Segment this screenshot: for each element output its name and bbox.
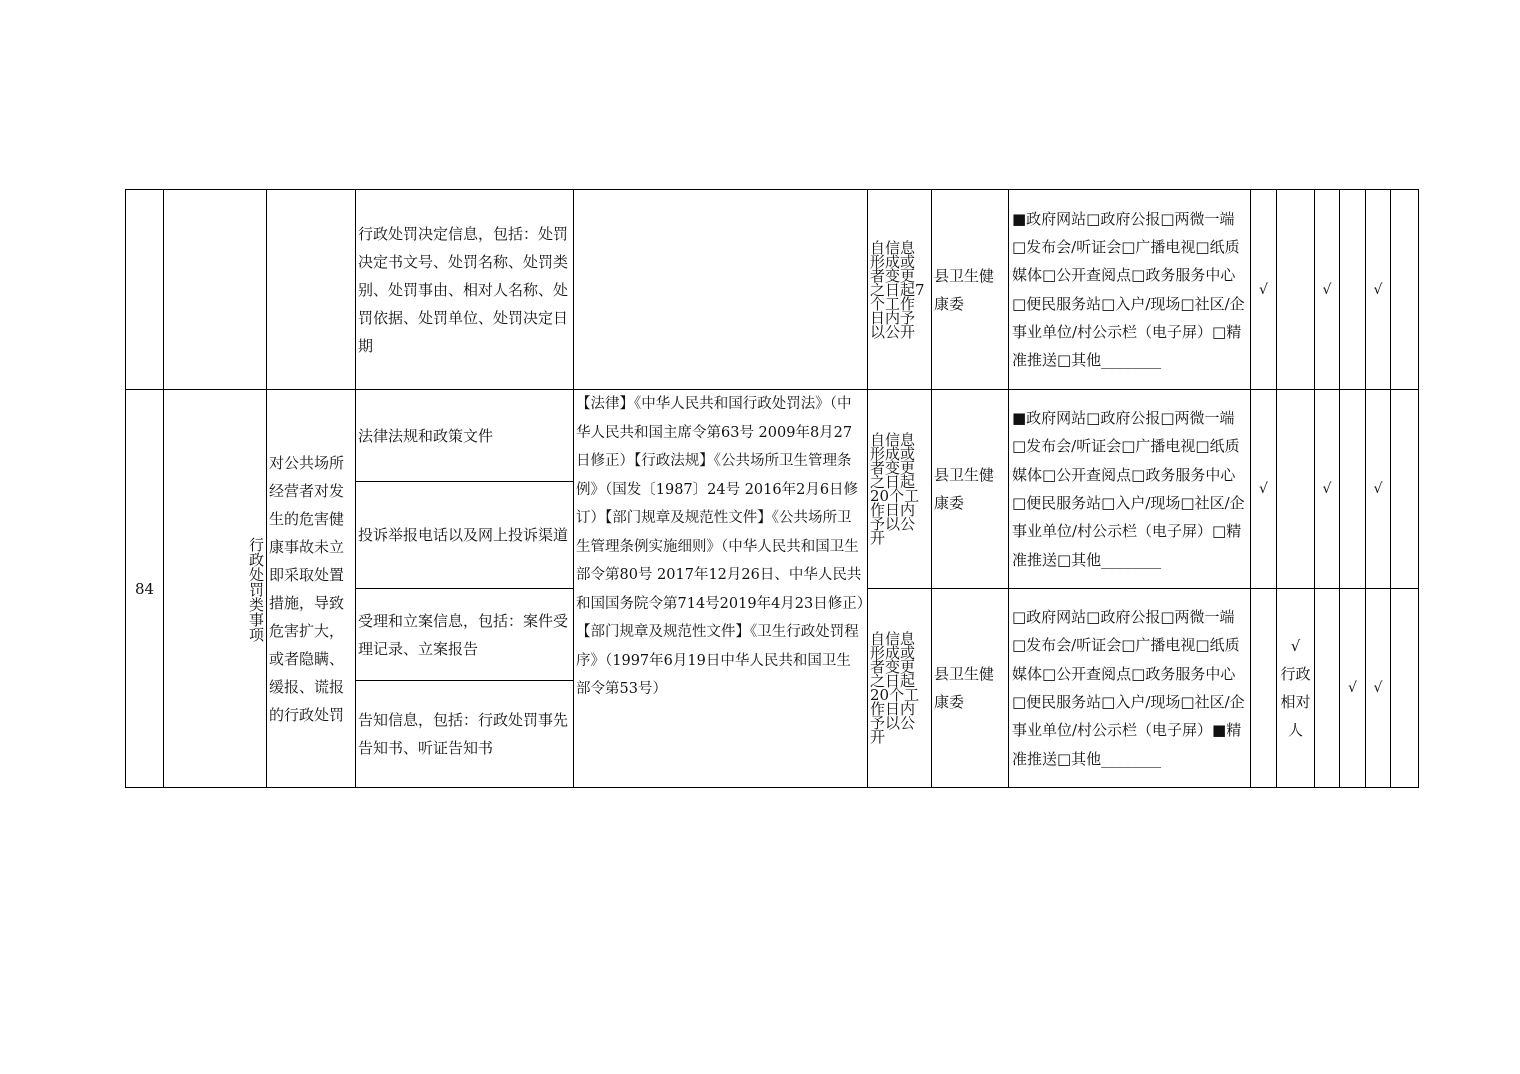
mark-request — [1340, 390, 1366, 589]
mark-request — [1340, 190, 1366, 390]
mark-active — [1315, 589, 1340, 788]
mark-all-public: √ — [1251, 190, 1277, 390]
basis-cell — [574, 190, 868, 390]
mark-specific-check: √ — [1290, 637, 1301, 655]
mark-township — [1391, 190, 1419, 390]
mark-specific — [1277, 390, 1315, 589]
content-cell: 法律法规和政策文件 — [356, 390, 574, 482]
table-row — [126, 390, 1419, 482]
mark-township — [1391, 390, 1419, 589]
time-limit-cell: 自信息形成或者变更之日起7个工作日内予以公开 — [868, 190, 932, 390]
time-limit-cell: 自信息形成或者变更之日起20个工作日内予以公开 — [868, 390, 932, 589]
mark-township — [1391, 589, 1419, 788]
subject-cell: 县卫生健康委 — [932, 190, 1009, 390]
mark-all-public: √ — [1251, 390, 1277, 589]
seq-cell — [126, 190, 164, 390]
mark-county: √ — [1366, 589, 1391, 788]
subject-cell: 县卫生健康委 — [932, 589, 1009, 788]
seq-cell: 84 — [126, 390, 164, 788]
mark-specific-label: 行政相对人 — [1280, 665, 1311, 739]
item-cell — [267, 190, 356, 390]
basis-cell: 【法律】《中华人民共和国行政处罚法》（中华人民共和国主席令第63号 2009年8月27日修正）【行政法规】《公共场所卫生管理条例》（国发〔1987〕24号 2016年2月6日修订）【部门规章及规范性文件】《公共场所卫生管理条例实施细则》（中华人民共和国卫生部令第80号 2017年12月26日、中华人民共和国国务院令第714号2019年4月23日修正）【部门规章及规范性文件】《卫生行政处罚程序》（1997年6月19日中华人民共和国卫生部令第53号） — [574, 390, 868, 788]
time-limit-cell: 自信息形成或者变更之日起20个工作日内予以公开 — [868, 589, 932, 788]
table-row — [126, 190, 1419, 390]
disclosure-table — [125, 189, 1419, 788]
mark-all-public — [1251, 589, 1277, 788]
mark-active: √ — [1315, 190, 1340, 390]
mark-specific — [1277, 589, 1315, 788]
content-cell: 行政处罚决定信息，包括：处罚决定书文号、处罚名称、处罚类别、处罚事由、相对人名称、处罚依据、处罚单位、处罚决定日期 — [356, 190, 574, 390]
category-cell — [164, 190, 267, 390]
content-cell: 告知信息，包括：行政处罚事先告知书、听证告知书 — [356, 681, 574, 788]
channels-cell: ■政府网站□政府公报□两微一端□发布会/听证会□广播电视□纸质媒体□公开查阅点□政务服务中心□便民服务站□入户/现场□社区/企事业单位/村公示栏（电子屏）□精准推送□其他________ — [1009, 190, 1251, 390]
content-cell: 投诉举报电话以及网上投诉渠道 — [356, 482, 574, 589]
item-cell: 对公共场所经营者对发生的危害健康事故未立即采取处置措施，导致危害扩大，或者隐瞒、缓报、谎报的行政处罚 — [267, 390, 356, 788]
mark-county: √ — [1366, 190, 1391, 390]
mark-request: √ — [1340, 589, 1366, 788]
subject-cell: 县卫生健康委 — [932, 390, 1009, 589]
mark-specific — [1277, 190, 1315, 390]
category-cell: 行政处罚类事项 — [164, 390, 267, 788]
mark-active: √ — [1315, 390, 1340, 589]
channels-cell: ■政府网站□政府公报□两微一端□发布会/听证会□广播电视□纸质媒体□公开查阅点□政务服务中心□便民服务站□入户/现场□社区/企事业单位/村公示栏（电子屏）□精准推送□其他________ — [1009, 390, 1251, 589]
content-cell: 受理和立案信息，包括：案件受理记录、立案报告 — [356, 589, 574, 681]
mark-county: √ — [1366, 390, 1391, 589]
channels-cell: □政府网站□政府公报□两微一端□发布会/听证会□广播电视□纸质媒体□公开查阅点□政务服务中心□便民服务站□入户/现场□社区/企事业单位/村公示栏（电子屏）■精准推送□其他________ — [1009, 589, 1251, 788]
